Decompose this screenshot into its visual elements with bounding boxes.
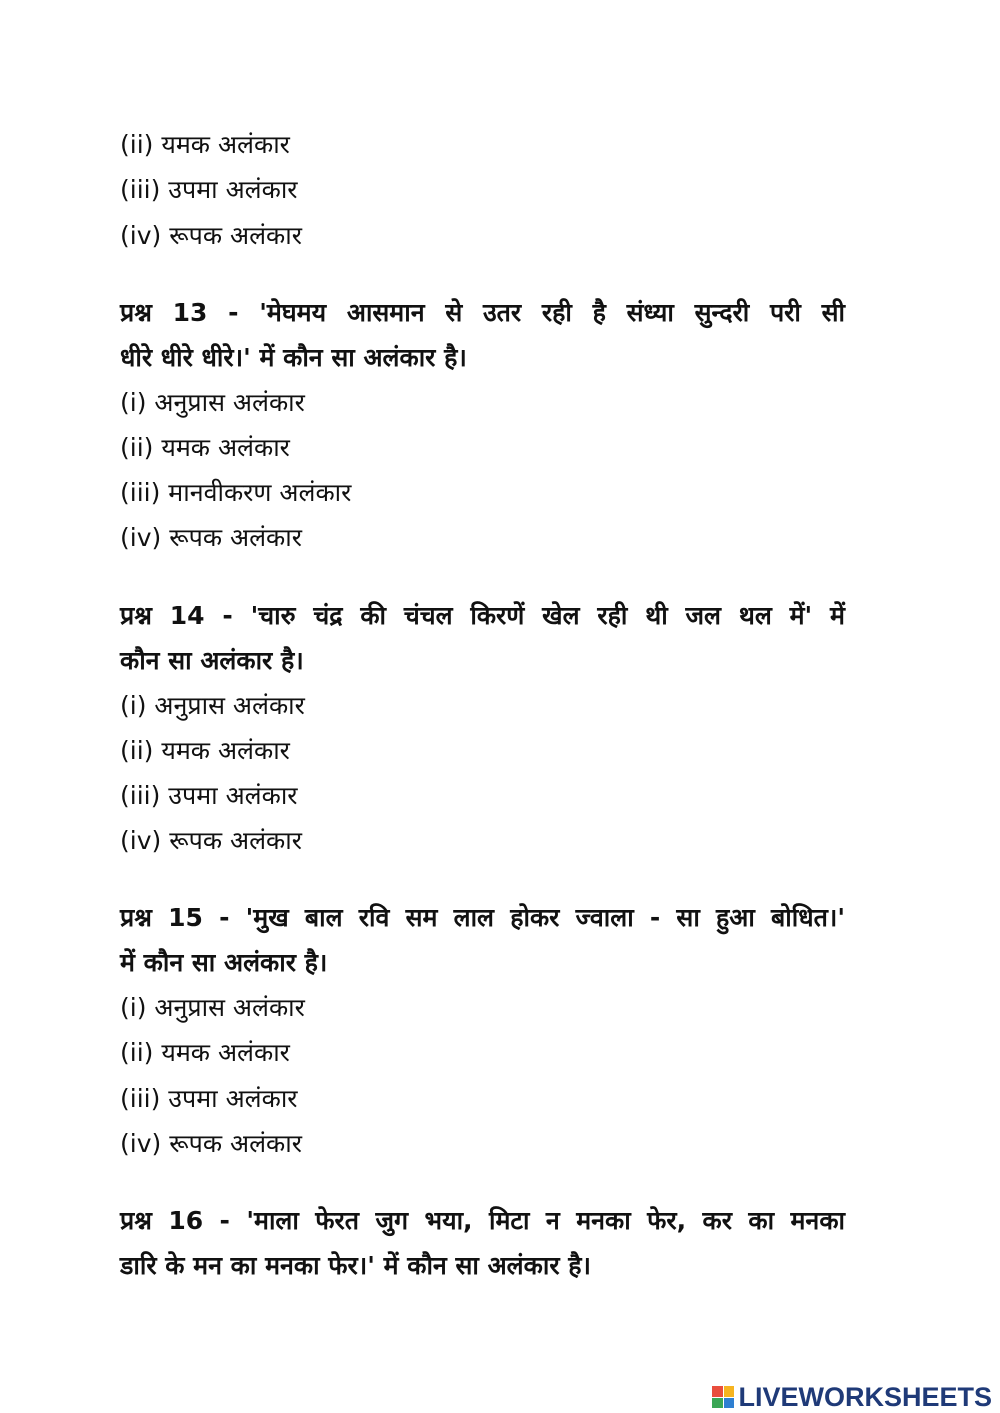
logo-square-green — [712, 1398, 723, 1409]
option-iii: (iii) उपमा अलंकार — [120, 175, 298, 204]
question-13-option-iii: (iii) मानवीकरण अलंकार — [120, 478, 352, 507]
question-13-option-i: (i) अनुप्रास अलंकार — [120, 388, 305, 417]
question-14-line-1: प्रश्न 14 - 'चारु चंद्र की चंचल किरणें खेल रही थी जल थल में' में — [120, 601, 845, 630]
liveworksheets-branding — [712, 1381, 992, 1413]
question-13-line-2: धीरे धीरे धीरे।' में कौन सा अलंकार है। — [120, 343, 467, 372]
question-14-option-i: (i) अनुप्रास अलंकार — [120, 691, 305, 720]
question-14 — [120, 593, 845, 683]
question-14-line-2: कौन सा अलंकार है। — [120, 646, 304, 675]
question-15-option-iv: (iv) रूपक अलंकार — [120, 1129, 302, 1158]
question-15 — [120, 895, 845, 985]
question-16-line-1: प्रश्न 16 - 'माला फेरत जुग भया, मिटा न मनका फेर, कर का मनका — [120, 1206, 845, 1235]
question-15-line-2: में कौन सा अलंकार है। — [120, 948, 328, 977]
question-15-line-1: प्रश्न 15 - 'मुख बाल रवि सम लाल होकर ज्वाला - सा हुआ बोधित।' — [120, 903, 845, 932]
question-13-line-1: प्रश्न 13 - 'मेघमय आसमान से उतर रही है संध्या सुन्दरी परी सी — [120, 298, 845, 327]
liveworksheets-logo-icon — [712, 1386, 734, 1408]
question-13-option-iv: (iv) रूपक अलंकार — [120, 523, 302, 552]
question-13-option-ii: (ii) यमक अलंकार — [120, 433, 290, 462]
liveworksheets-logo-text: LIVEWORKSHEETS — [738, 1381, 992, 1412]
question-13 — [120, 290, 845, 380]
question-16-line-2: डारि के मन का मनका फेर।' में कौन सा अलंकार है। — [120, 1251, 591, 1280]
question-14-option-iv: (iv) रूपक अलंकार — [120, 826, 302, 855]
question-15-option-i: (i) अनुप्रास अलंकार — [120, 993, 305, 1022]
question-15-option-ii: (ii) यमक अलंकार — [120, 1038, 290, 1067]
question-15-option-iii: (iii) उपमा अलंकार — [120, 1084, 298, 1113]
option-iv: (iv) रूपक अलंकार — [120, 221, 302, 250]
question-14-option-ii: (ii) यमक अलंकार — [120, 736, 290, 765]
question-16 — [120, 1198, 845, 1288]
logo-square-yellow — [724, 1386, 735, 1397]
question-14-option-iii: (iii) उपमा अलंकार — [120, 781, 298, 810]
logo-square-red — [712, 1386, 723, 1397]
logo-square-blue — [724, 1398, 735, 1409]
option-ii: (ii) यमक अलंकार — [120, 130, 290, 159]
